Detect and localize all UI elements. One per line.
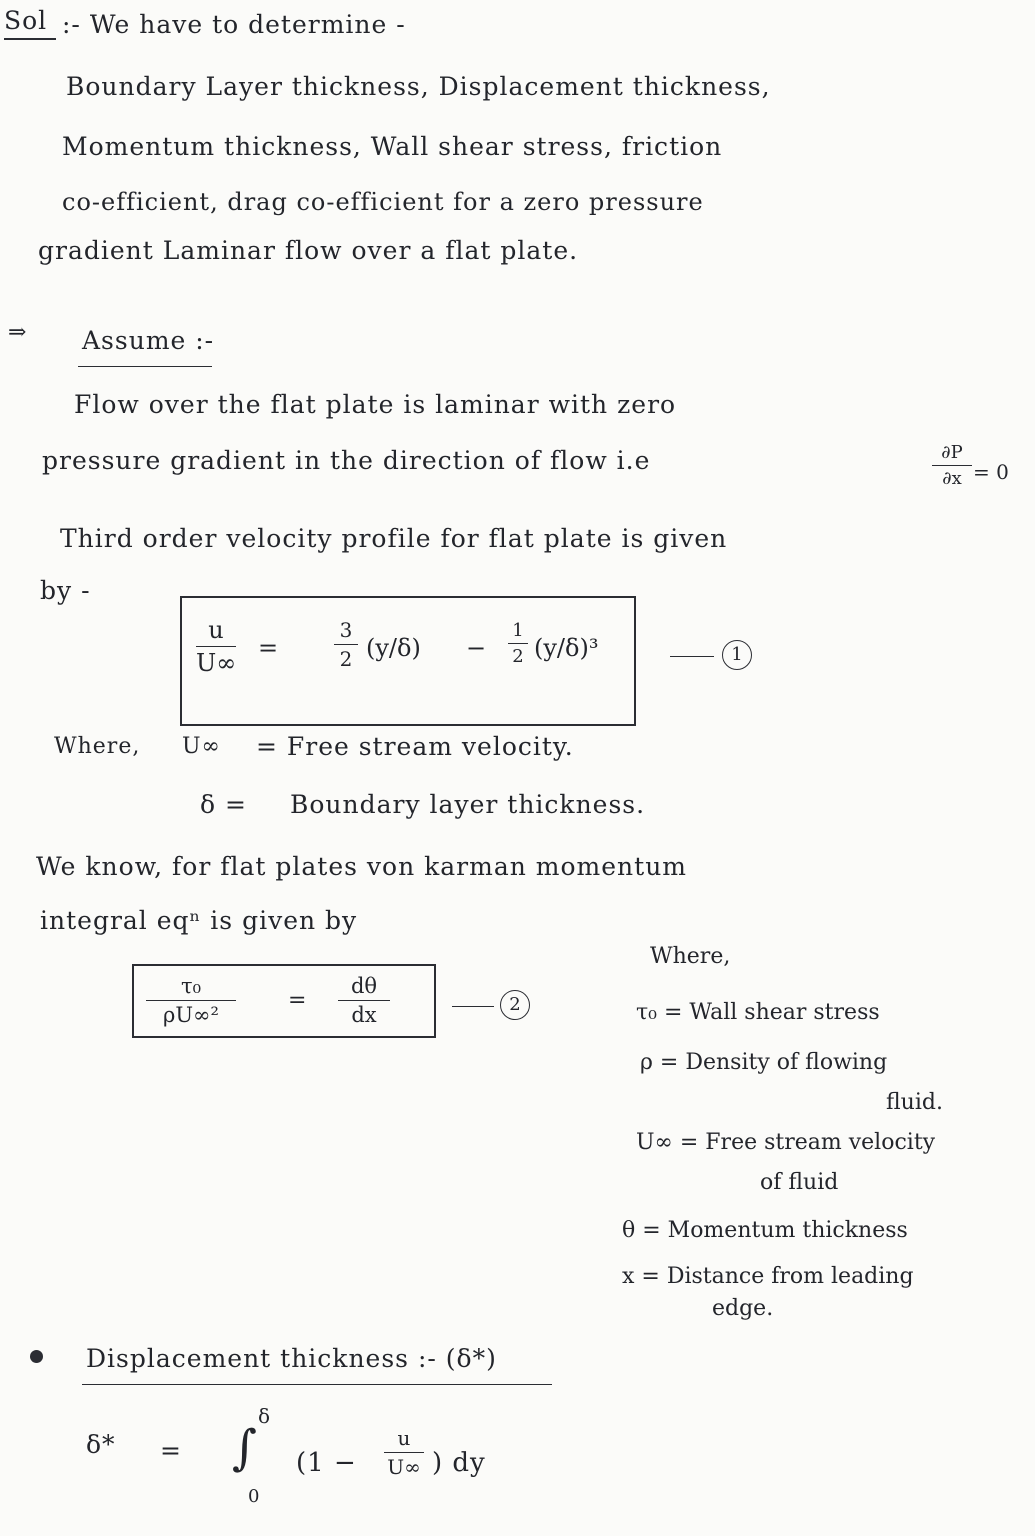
fraction-bar (384, 1452, 424, 1453)
eq1-tag-number: 1 (722, 640, 752, 670)
where2-rho: ρ = Density of flowing (640, 1050, 888, 1075)
eq1-lhs-denominator: U∞ (196, 649, 237, 677)
displacement-underline (82, 1384, 552, 1385)
assume-line-1: Flow over the flat plate is laminar with zero (74, 390, 677, 419)
objective-line-2: Momentum thickness, Wall shear stress, friction (62, 132, 723, 161)
eq1-minus: − (466, 634, 487, 662)
eq1-coef2-denominator: 2 (512, 646, 524, 667)
assume-underline (78, 366, 212, 367)
where1-u-symbol: U∞ (182, 734, 221, 759)
fraction-bar (508, 643, 528, 644)
objective-line-4: gradient Laminar flow over a flat plate. (38, 236, 579, 265)
dp-equals-zero: = 0 (973, 460, 1009, 484)
integrand-denominator: U∞ (387, 1455, 421, 1479)
fraction-bar (334, 644, 358, 645)
eq2-equals: = (288, 988, 307, 1013)
eq2-rhs-denominator: dx (351, 1003, 377, 1027)
intro-text: :- We have to determine - (62, 10, 406, 39)
sol-underline (4, 38, 56, 40)
eq2-tag (500, 990, 530, 1020)
sol-label: Sol (4, 6, 48, 35)
assume-line-3: Third order velocity profile for flat plate is given (60, 524, 728, 553)
eq2-rhs-numerator: dθ (350, 974, 378, 998)
where1-delta-definition: Boundary layer thickness. (290, 790, 646, 819)
eq1-term-y-delta: (y/δ) (366, 634, 421, 662)
where2-u: U∞ = Free stream velocity (636, 1130, 936, 1155)
eq2-tag-dash (452, 1006, 494, 1007)
eq2-lhs-numerator: τ₀ (180, 974, 202, 998)
where2-x: x = Distance from leading (622, 1264, 914, 1289)
fraction-bar (146, 1000, 236, 1001)
fraction-bar (196, 646, 236, 647)
eq1-lhs-fraction (196, 616, 236, 677)
dp-numerator: ∂P (941, 442, 963, 463)
dx-denominator: ∂x (942, 468, 962, 489)
displacement-heading: Displacement thickness :- (δ*) (86, 1344, 497, 1373)
assume-line-2: pressure gradient in the direction of flow i.e (42, 446, 651, 475)
eq1-coef-1-2 (508, 620, 528, 667)
bullet-icon (30, 1350, 43, 1363)
eq1-tag-dash (670, 656, 714, 657)
objective-line-3: co-efficient, drag co-efficient for a zero pressure (62, 188, 704, 216)
eq1-coef-3-2 (334, 618, 358, 671)
eq1-term-y-delta-cubed: (y/δ)³ (534, 634, 599, 662)
where1-label: Where, (54, 734, 141, 759)
integrand-close: ) dy (432, 1448, 486, 1478)
where1-delta-symbol: δ = (200, 790, 247, 819)
objective-line-1: Boundary Layer thickness, Displacement thickness, (66, 72, 771, 101)
integral-lower-limit: 0 (248, 1486, 260, 1507)
where1-u-definition: = Free stream velocity. (256, 732, 574, 761)
eq2-tag-number: 2 (500, 990, 530, 1020)
where2-label: Where, (650, 944, 731, 969)
eq1-coef1-denominator: 2 (339, 647, 353, 671)
where2-rho-cont: fluid. (886, 1090, 943, 1115)
integrand-open: (1 − (296, 1448, 357, 1478)
eq1-equals: = (258, 634, 279, 662)
displacement-equals: = (160, 1436, 182, 1465)
integral-sign-icon: ∫ (232, 1420, 259, 1476)
eq1-tag (722, 640, 752, 670)
assume-heading: Assume :- (82, 326, 215, 355)
eq2-lhs-denominator: ρU∞² (163, 1003, 219, 1027)
where2-u-cont: of fluid (760, 1170, 839, 1195)
assume-line-4: by - (40, 576, 91, 605)
fraction-bar (932, 465, 972, 466)
vonkarman-line-2: integral eqⁿ is given by (40, 906, 358, 935)
eq1-coef2-numerator: 1 (512, 620, 524, 641)
where2-theta: θ = Momentum thickness (622, 1218, 908, 1243)
implies-arrow-icon: ⇒ (8, 320, 28, 345)
fraction-bar (338, 1000, 390, 1001)
delta-star-symbol: δ* (86, 1430, 116, 1459)
eq1-coef1-numerator: 3 (339, 618, 353, 642)
eq2-lhs-fraction (146, 974, 236, 1027)
integral-upper-limit: δ (258, 1404, 271, 1428)
integrand-fraction (384, 1426, 424, 1479)
eq1-lhs-numerator: u (208, 616, 224, 644)
dp-dx-fraction (932, 442, 972, 489)
where2-tau: τ₀ = Wall shear stress (636, 1000, 880, 1025)
eq2-rhs-fraction (338, 974, 390, 1027)
where2-x-cont: edge. (712, 1296, 774, 1321)
integrand-numerator: u (397, 1426, 411, 1450)
vonkarman-line-1: We know, for flat plates von karman momentum (36, 852, 687, 881)
